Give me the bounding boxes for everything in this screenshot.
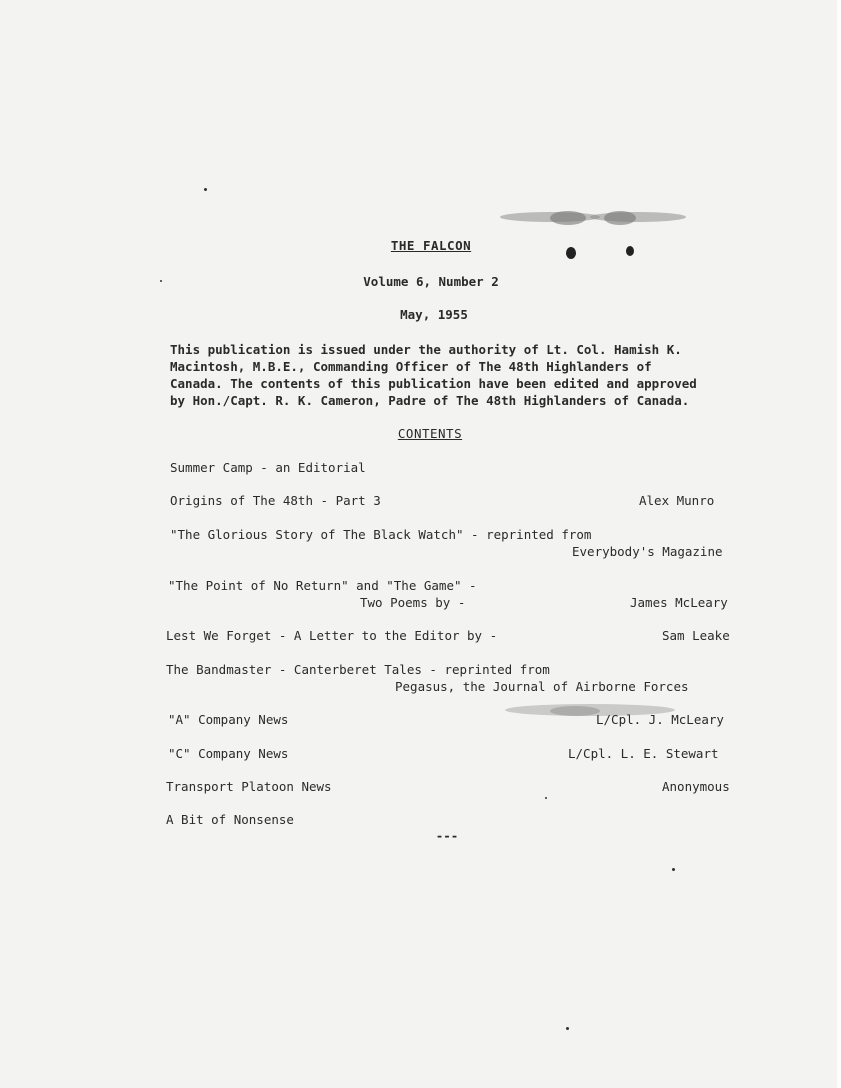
authority-line: Canada. The contents of this publication have been edited and approved (170, 376, 697, 391)
authority-line: This publication is issued under the authority of Lt. Col. Hamish K. (170, 342, 682, 357)
contents-item-subtitle: Two Poems by - (360, 595, 466, 610)
contents-item-subtitle: Pegasus, the Journal of Airborne Forces (395, 679, 689, 694)
contents-item-author: Sam Leake (662, 628, 730, 643)
contents-item-title: Origins of The 48th - Part 3 (170, 493, 381, 508)
volume-number: Volume 6, Number 2 (363, 274, 499, 289)
publication-date: May, 1955 (400, 307, 468, 322)
ink-smudge-icon (498, 205, 693, 265)
authority-line: by Hon./Capt. R. K. Cameron, Padre of The 48th Highlanders of Canada. (170, 393, 690, 408)
contents-item-title: Transport Platoon News (166, 779, 332, 794)
contents-item-title: "C" Company News (168, 746, 289, 761)
speck-mark (204, 188, 207, 191)
contents-item-title: The Bandmaster - Canterberet Tales - reprinted from (166, 662, 550, 677)
contents-item-author: Alex Munro (639, 493, 715, 508)
speck-mark (545, 797, 547, 799)
speck-mark (672, 868, 675, 871)
contents-item-title: A Bit of Nonsense (166, 812, 294, 827)
authority-paragraph (170, 341, 770, 409)
end-mark: --- (435, 828, 459, 843)
publication-title: THE FALCON (390, 238, 472, 253)
contents-item-author: Everybody's Magazine (572, 544, 723, 559)
contents-item-author: L/Cpl. L. E. Stewart (568, 746, 719, 761)
authority-line: Macintosh, M.B.E., Commanding Officer of The 48th Highlanders of (170, 359, 652, 374)
contents-item-author: L/Cpl. J. McLeary (596, 712, 724, 727)
speck-mark (160, 280, 162, 282)
contents-item-title: "A" Company News (168, 712, 289, 727)
contents-heading: CONTENTS (397, 426, 463, 441)
contents-item-title: "The Glorious Story of The Black Watch" - reprinted from (170, 527, 592, 542)
contents-item-title: Summer Camp - an Editorial (170, 460, 366, 475)
speck-mark (566, 1027, 569, 1030)
contents-item-title: "The Point of No Return" and "The Game" - (168, 578, 477, 593)
contents-item-author: James McLeary (630, 595, 728, 610)
contents-item-title: Lest We Forget - A Letter to the Editor by - (166, 628, 498, 643)
contents-item-author: Anonymous (662, 779, 730, 794)
